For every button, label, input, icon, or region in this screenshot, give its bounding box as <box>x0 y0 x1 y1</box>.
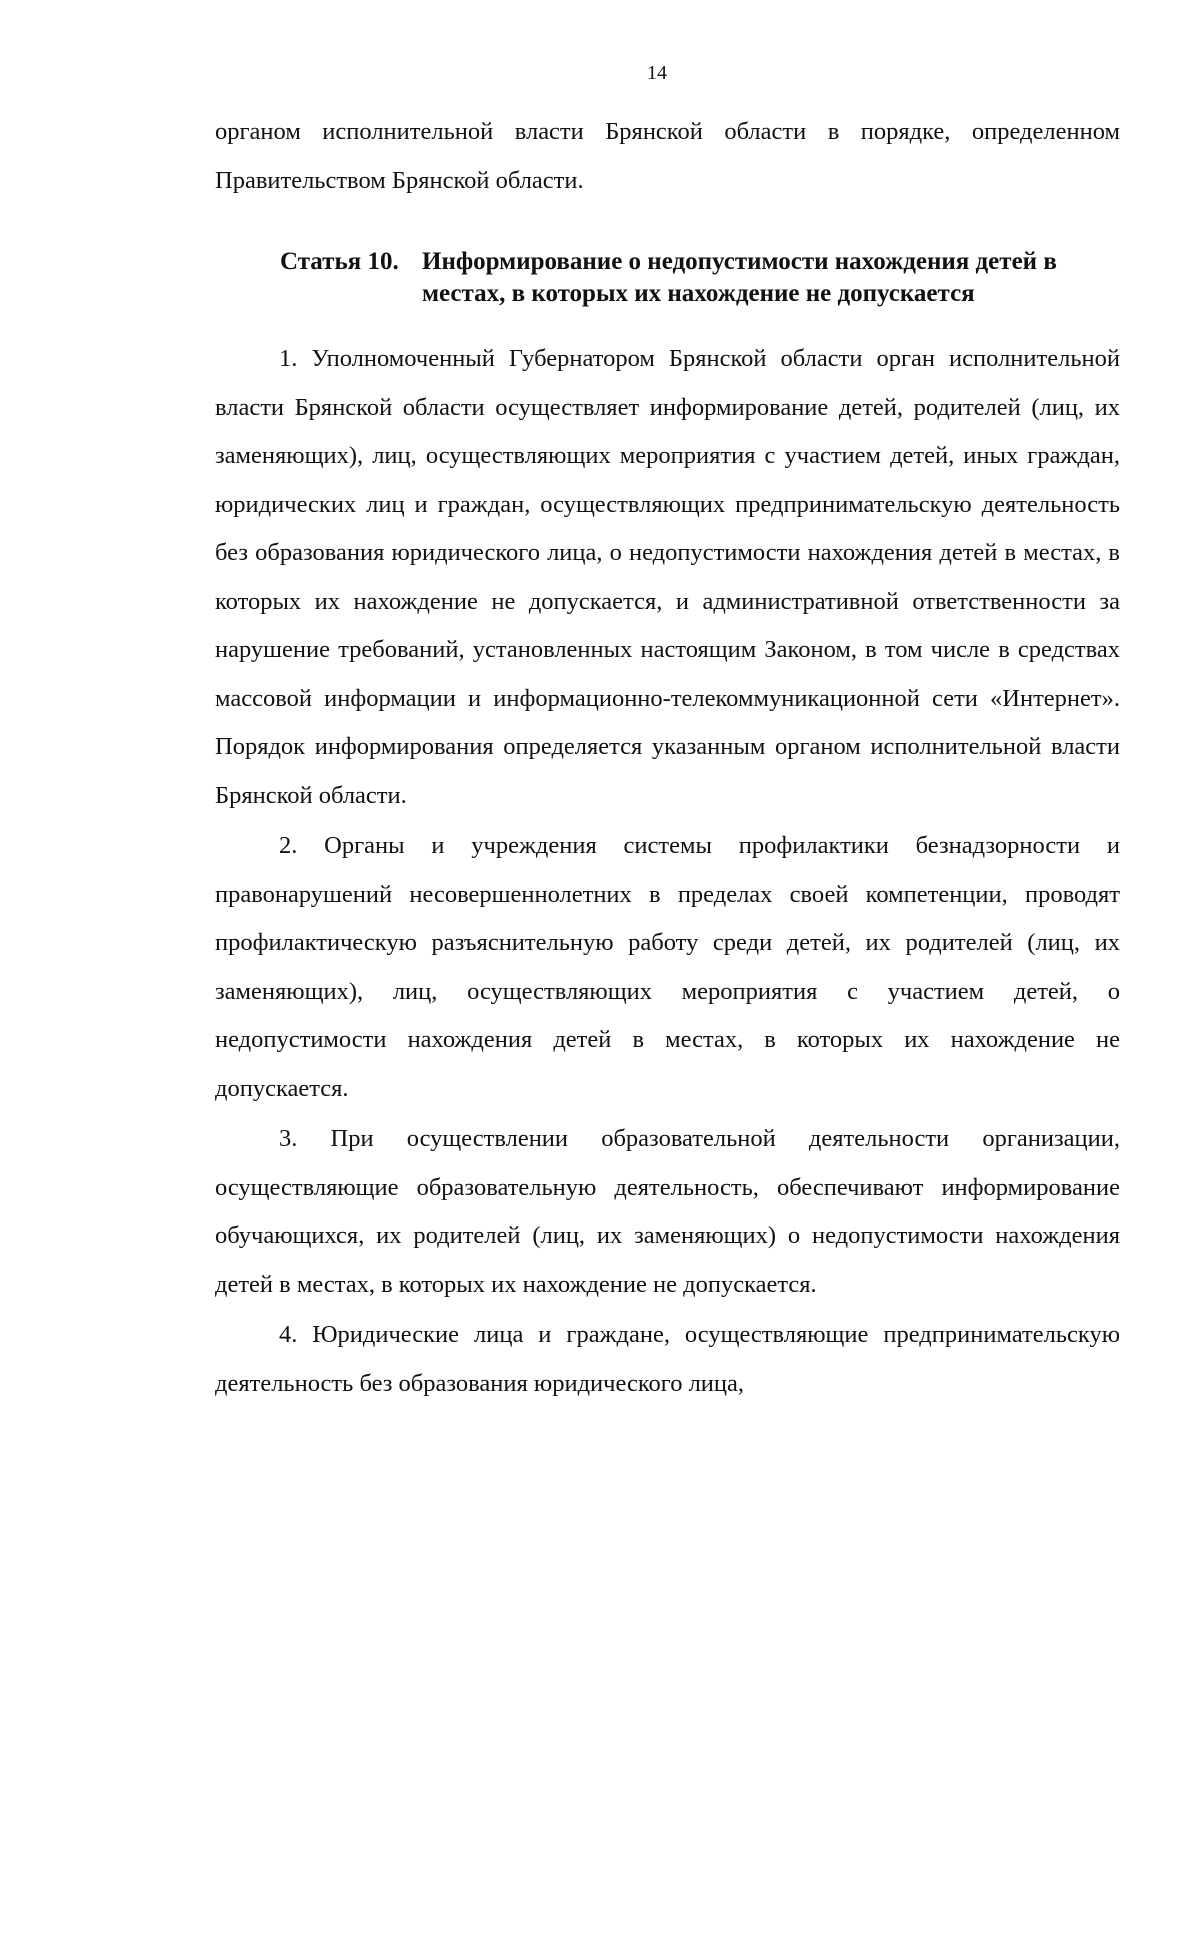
article-body <box>215 335 1120 1410</box>
article-number: Статья 10. <box>280 248 399 275</box>
article-title: Информирование о недопустимости нахождения детей в местах, в которых их нахождение не допускается <box>422 248 1057 307</box>
page-number: 14 <box>647 62 667 84</box>
paragraph-3: 3. При осуществлении образовательной деятельности организации, осуществляющие образовательную деятельность, обеспечивают информирование обучающихся, их родителей (лиц, их заменяющих) о недопустимости нахождения детей в местах, в которых их нахождение не допускается. <box>215 1125 1120 1298</box>
continuation-paragraph: органом исполнительной власти Брянской области в порядке, определенном Правительством Брянской области. <box>215 118 1120 194</box>
paragraph-2: 2. Органы и учреждения системы профилактики безнадзорности и правонарушений несовершеннолетних в пределах своей компетенции, проводят профилактическую разъяснительную работу среди детей, их родителей (лиц, их заменяющих), лиц, осуществляющих мероприятия с участием детей, о недопустимости нахождения детей в местах, в которых их нахождение не допускается. <box>215 832 1120 1102</box>
paragraph-4: 4. Юридические лица и граждане, осуществляющие предпринимательскую деятельность без образования юридического лица, <box>215 1321 1120 1397</box>
article-heading <box>280 246 1120 310</box>
paragraph-1: 1. Уполномоченный Губернатором Брянской области орган исполнительной власти Брянской области осуществляет информирование детей, родителей (лиц, их заменяющих), лиц, осуществляющих мероприятия с участием детей, иных граждан, юридических лиц и граждан, осуществляющих предпринимательскую деятельность без образования юридического лица, о недопустимости нахождения детей в местах, в которых их нахождение не допускается, и административной ответственности за нарушение требований, установленных настоящим Законом, в том числе в средствах массовой информации и информационно-телекоммуникационной сети «Интернет». Порядок информирования определяется указанным органом исполнительной власти Брянской области. <box>215 345 1120 809</box>
